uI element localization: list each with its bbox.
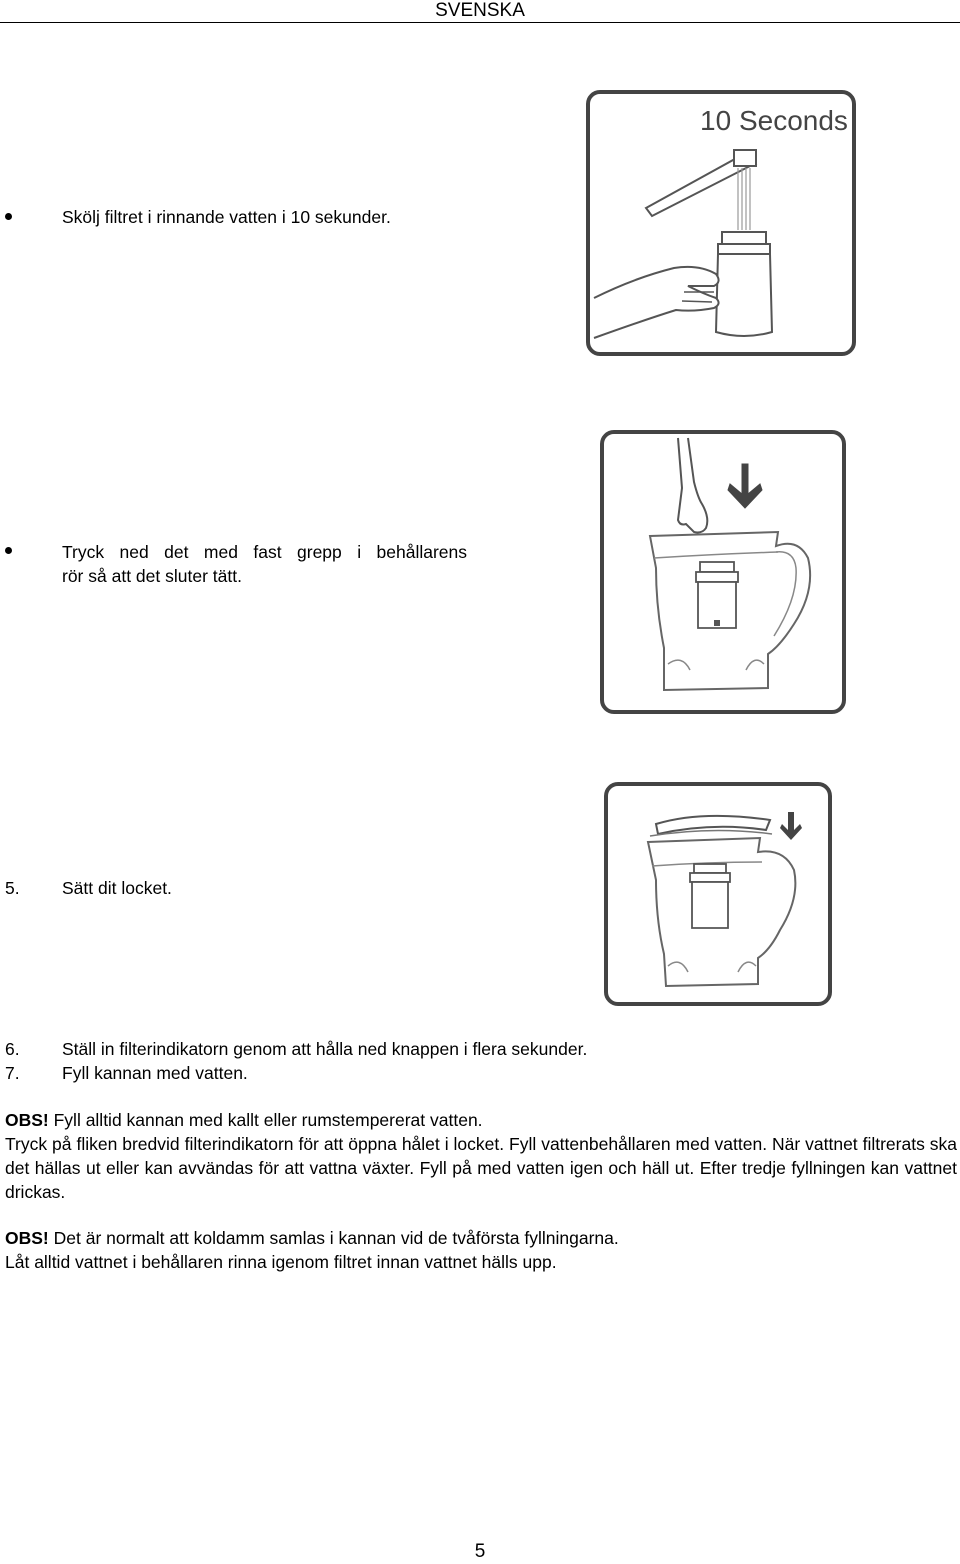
- bullet-marker: [5, 547, 12, 554]
- note-2: [5, 1226, 957, 1274]
- note-1-body: Tryck på fliken bredvid filterindikatorn för att öppna hålet i locket. Fyll vattenbehållaren med vatten. När vattnet filtrerats ska det hällas ut eller kan avvändas för att vattna växter. Fyll på med vatten igen och häll ut. Efter tredje fyllningen kan vattnet drickas.: [5, 1134, 957, 1202]
- step-6-text: Ställ in filterindikatorn genom att hålla ned knappen i flera sekunder.: [62, 1039, 588, 1059]
- note-2-label: OBS!: [5, 1228, 49, 1248]
- note-2-body: Låt alltid vattnet i behållaren rinna igenom filtret innan vattnet hälls upp.: [5, 1252, 557, 1272]
- note-1-label: OBS!: [5, 1110, 49, 1130]
- note-1: [5, 1108, 957, 1204]
- attach-lid-illustration: [602, 780, 834, 1008]
- step-5-text: Sätt dit locket.: [62, 878, 172, 898]
- note-2-line1: Det är normalt att koldamm samlas i kannan vid de tvåförsta fyllningarna.: [48, 1228, 619, 1248]
- insert-filter-illustration: [598, 428, 848, 716]
- language-title: SVENSKA: [435, 0, 525, 21]
- step-7-number: 7.: [5, 1063, 20, 1083]
- step-press-filter-line1: Tryck ned det med fast grepp i behållarens: [62, 542, 467, 562]
- rinse-duration-caption: 10 Seconds: [700, 105, 848, 136]
- rinse-filter-illustration: [584, 88, 859, 358]
- page-number: 5: [474, 1541, 486, 1562]
- step-press-filter-line2: rör så att det sluter tätt.: [62, 566, 242, 586]
- bullet-marker: [5, 213, 12, 220]
- step-5-number: 5.: [5, 878, 20, 898]
- step-rinse-filter: Skölj filtret i rinnande vatten i 10 sekunder.: [62, 207, 391, 227]
- step-6-number: 6.: [5, 1039, 20, 1059]
- step-7-text: Fyll kannan med vatten.: [62, 1063, 248, 1083]
- page-header: [0, 0, 960, 23]
- note-1-line1: Fyll alltid kannan med kallt eller rumstempererat vatten.: [48, 1110, 483, 1130]
